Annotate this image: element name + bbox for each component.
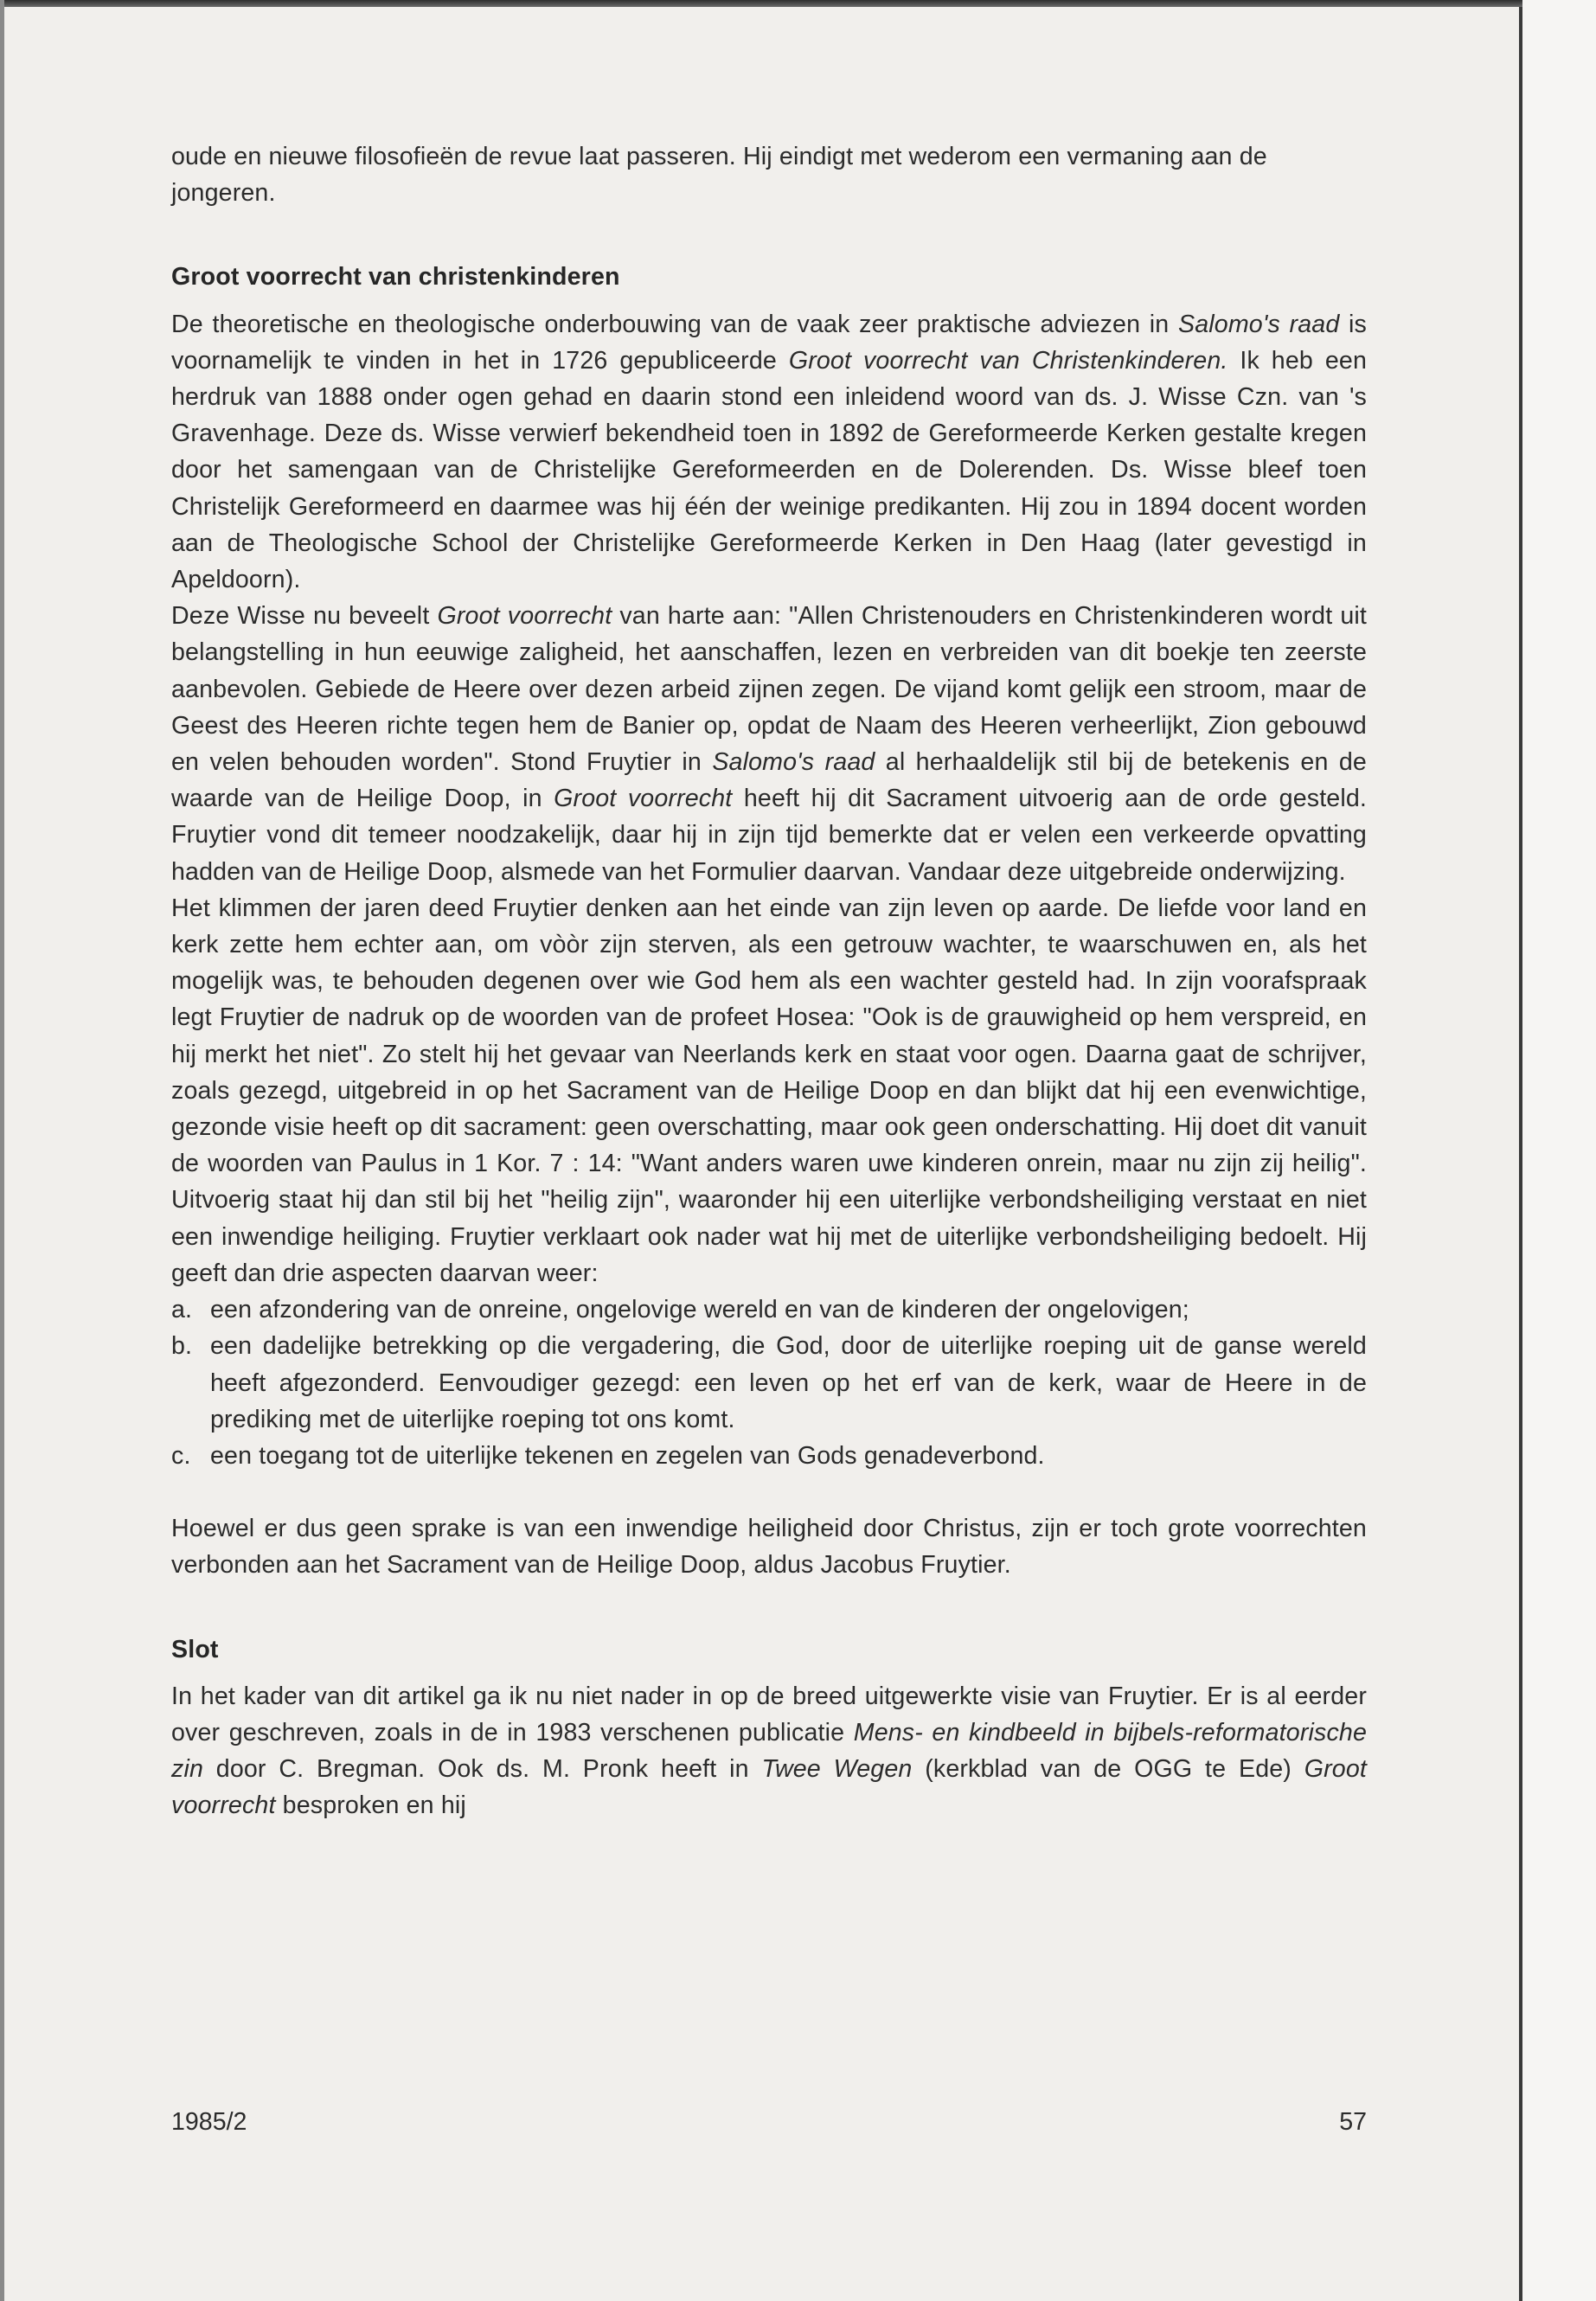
paragraph-slot: In het kader van dit artikel ga ik nu niet nader in op de breed uitgewerkte visie van Fruytier. Er is al eerder over geschreven, zoals in de in 1983 verschenen publicatie Mens- en kindbeeld in bijbels-reformatorische zin door C. Bregman. Ook ds. M. Pronk heeft in Twee Wegen (kerkblad van de OGG te Ede) Groot voorrecht besproken en hij [171,1682,1368,1820]
page-number: 57 [1339,2108,1367,2136]
article-body [171,138,1367,1824]
intro-paragraph: oude en nieuwe filosofieën de revue laat passeren. Hij eindigt met wederom een vermaning aan de jongeren. [171,143,1267,208]
scan-right-edge [1519,7,1522,2301]
scan-top-edge [0,0,1596,7]
scan-left-edge [0,0,4,2301]
issue-number: 1985/2 [171,2108,247,2136]
list-item [171,1292,1367,1328]
list-marker: b. [171,1332,193,1361]
list-item-text: een toegang tot de uiterlijke tekenen en zegelen van Gods genadeverbond. [210,1441,1045,1470]
paragraph-klimmen-der-jaren: Het klimmen der jaren deed Fruytier denken aan het einde van zijn leven op aarde. De liefde voor land en kerk zette hem echter aan, om vòòr zijn sterven, als een getrouw wachter, te waarschuwen en, als het mogelijk was, te behouden degenen over wie God hem als een wachter gesteld had. In zijn voorafspraak legt Fruytier de nadruk op de woorden van de profeet Hosea: "Ook is de grauwigheid op hem verspreid, en hij merkt het niet". Zo stelt hij het gevaar van Neerlands kerk en staat voor ogen. Daarna gaat de schrijver, zoals gezegd, uitgebreid in op het Sacrament van de Heilige Doop en dan blijkt dat hij een evenwichtige, gezonde visie heeft op dit sacrament: geen overschatting, maar ook geen onderschatting. Hij doet dit vanuit de woorden van Paulus in 1 Kor. 7 : 14: "Want anders waren uwe kinderen onrein, maar nu zijn zij heilig". Uitvoerig staat hij dan stil bij het "heilig zijn", waaronder hij een uiterlijke verbondsheiliging verstaat en niet een inwendige heiliging. Fruytier verklaart ook nader wat hij met de uiterlijke verbondsheiliging bedoelt. Hij geeft dan drie aspecten daarvan weer: [171,894,1367,1287]
paragraph-hoewel: Hoewel er dus geen sprake is van een inwendige heiligheid door Christus, zijn er toch grote voorrechten verbonden aan het Sacrament van de Heilige Doop, aldus Jacobus Fruytier. [171,1515,1367,1580]
scan-right-margin [1522,0,1596,2301]
list-item-text: een dadelijke betrekking op die vergadering, die God, door de uiterlijke roeping uit de ganse wereld heeft afgezonderd. Eenvoudiger gezegd: een leven op het erf van de kerk, waar de Heere in de prediking met de uiterlijke roeping tot ons komt. [210,1332,1367,1433]
list-marker: c. [171,1441,191,1470]
list-marker: a. [171,1296,193,1324]
list-item [171,1328,1367,1438]
paragraph-theoretische: De theoretische en theologische onderbouwing van de vaak zeer praktische adviezen in Salomo's raad is voornamelijk te vinden in het in 1726 gepubliceerde Groot voorrecht van Christenkinderen. Ik heb een herdruk van 1888 onder ogen gehad en daarin stond een inleidend woord van ds. J. Wisse Czn. van 's Gravenhage. Deze ds. Wisse verwierf bekendheid toen in 1892 de Gereformeerde Kerken gestalte kregen door het samengaan van de Christelijke Gereformeerden en de Dolerenden. Ds. Wisse bleef toen Christelijk Gereformeerd en daarmee was hij één der weinige predikanten. Hij zou in 1894 docent worden aan de Theologische School der Christelijke Gereformeerde Kerken in Den Haag (later gevestigd in Apeldoorn). [171,310,1367,594]
aspects-list [171,1292,1367,1474]
list-item [171,1438,1367,1474]
section-heading-slot: Slot [171,1635,219,1663]
list-item-text: een afzondering van de onreine, ongelovige wereld en van de kinderen der ongelovigen; [210,1296,1189,1324]
paragraph-wisse-beveelt: Deze Wisse nu beveelt Groot voorrecht van harte aan: "Allen Christenouders en Christenkinderen wordt uit belangstelling in hun eeuwige zaligheid, het aanschaffen, lezen en verbreiden van dit boekje ten zeerste aanbevolen. Gebiede de Heere over dezen arbeid zijnen zegen. De vijand komt gelijk een stroom, maar de Geest des Heeren richte tegen hem de Banier op, opdat de Naam des Heeren verheerlijkt, Zion gebouwd en velen behouden worden". Stond Fruytier in Salomo's raad al herhaaldelijk stil bij de betekenis en de waarde van de Heilige Doop, in Groot voorrecht heeft hij dit Sacrament uitvoerig aan de orde gesteld. Fruytier vond dit temeer noodzakelijk, daar hij in zijn tijd bemerkte dat er velen een verkeerde opvatting hadden van de Heilige Doop, alsmede van het Formulier daarvan. Vandaar deze uitgebreide onderwijzing. [171,602,1367,886]
section-heading-groot-voorrecht: Groot voorrecht van christenkinderen [171,263,620,292]
